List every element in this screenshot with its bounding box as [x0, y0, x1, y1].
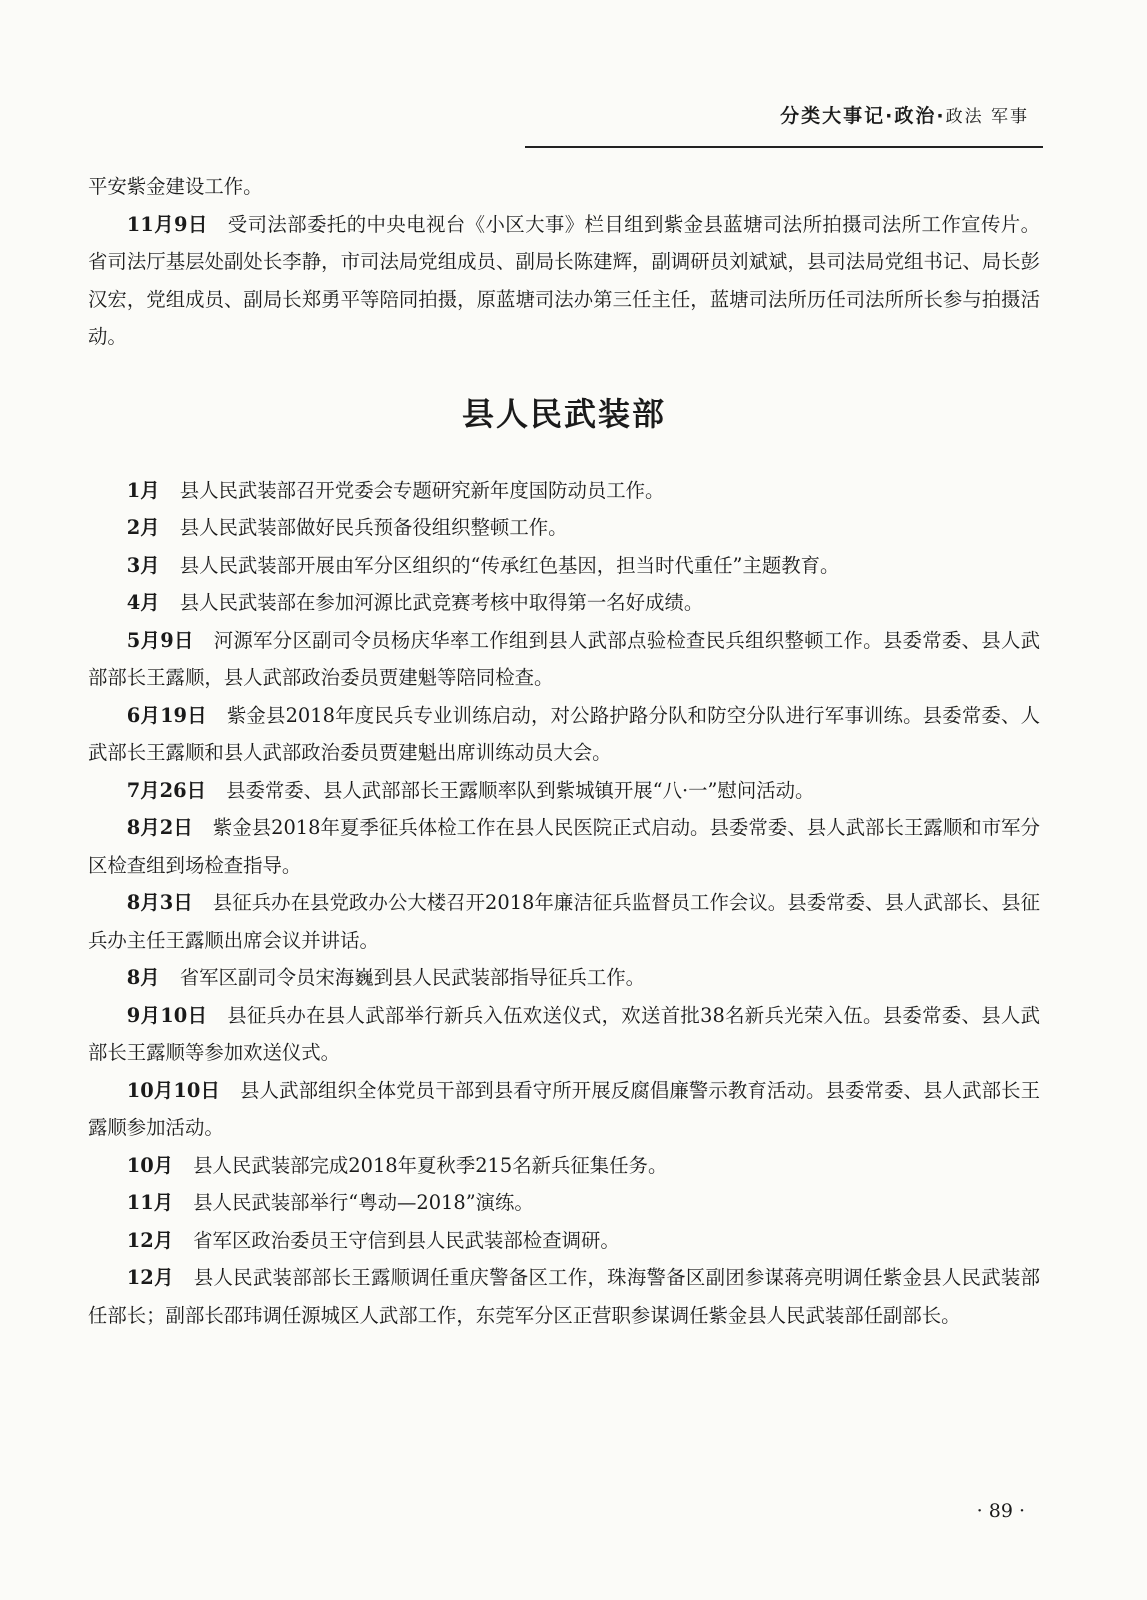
entry [88, 1222, 1040, 1260]
entry-date: 8月 [126, 966, 160, 989]
entry [88, 547, 1040, 585]
entry-date: 4月 [126, 591, 160, 614]
entry-text: 县人民武装部开展由军分区组织的“传承红色基因，担当时代重任”主题教育。 [179, 553, 840, 577]
section-title: 县人民武装部 [461, 394, 666, 433]
intro-entry [88, 206, 1040, 356]
entry-date: 12月 [126, 1266, 174, 1289]
entry [88, 884, 1040, 959]
entry-text: 河源军分区副司令员杨庆华率工作组到县人武部点验检查民兵组织整顿工作。县委常委、县人武部部长王露顺，县人武部政治委员贾建魁等陪同检查。 [88, 628, 1041, 689]
entry-text: 省军区政治委员王守信到县人民武装部检查调研。 [193, 1228, 620, 1252]
entry-date: 5月9日 [126, 628, 194, 652]
entry [88, 1072, 1040, 1147]
entry [88, 697, 1040, 772]
entry-date: 10月 [126, 1153, 174, 1177]
continuation-paragraph: 平安紫金建设工作。 [88, 175, 263, 198]
entry [88, 772, 1040, 810]
entry-date: 2月 [126, 516, 160, 539]
entry-text: 县人民武装部部长王露顺调任重庆警备区工作，珠海警备区副团参谋蒋亮明调任紫金县人民武装部任部长；副部长邵玮调任源城区人武部工作，东莞军分区正营职参谋调任紫金县人民武装部任副部长。 [88, 1266, 1040, 1327]
entry [88, 622, 1040, 697]
page-number: · 89 · [976, 1500, 1025, 1522]
running-head [780, 101, 1029, 128]
entry-text: 县征兵办在县人武部举行新兵入伍欢送仪式，欢送首批38名新兵光荣入伍。县委常委、县人武部长王露顺等参加欢送仪式。 [88, 1003, 1040, 1064]
running-head-sub: 政法 军事 [945, 107, 1029, 127]
entry-date: 11月9日 [126, 212, 208, 236]
header-rule [525, 146, 1043, 148]
entry [88, 1259, 1040, 1334]
entry-text: 县人民武装部在参加河源比武竞赛考核中取得第一名好成绩。 [179, 591, 704, 614]
entry-date: 8月3日 [126, 891, 193, 914]
entry-list [88, 472, 1040, 1335]
entry-date: 6月19日 [126, 703, 207, 727]
entry-date: 10月10日 [126, 1078, 221, 1102]
entry-text: 县人民武装部做好民兵预备役组织整顿工作。 [179, 516, 568, 539]
entry-text: 受司法部委托的中央电视台《小区大事》栏目组到紫金县蓝塘司法所拍摄司法所工作宣传片。省司法厅基层处副处长李静，市司法局党组成员、副局长陈建辉，副调研员刘斌斌，县司法局党组书记、局长彭汉宏，党组成员、副局长郑勇平等陪同拍摄，原蓝塘司法办第三任主任，蓝塘司法所历任司法所所长参与拍摄活动。 [88, 212, 1040, 348]
entry-text: 县人民武装部举行“粤动—2018”演练。 [193, 1191, 534, 1214]
entry-text: 县人民武装部召开党委会专题研究新年度国防动员工作。 [179, 478, 665, 502]
entry-text: 紫金县2018年夏季征兵体检工作在县人民医院正式启动。县委常委、县人武部长王露顺和市军分区检查组到场检查指导。 [88, 816, 1040, 877]
entry [88, 1184, 1040, 1222]
entry-date: 12月 [126, 1228, 174, 1252]
page-body [88, 168, 1040, 1334]
entry [88, 997, 1040, 1072]
running-head-main: 分类大事记·政治· [780, 105, 946, 127]
entry-text: 县人武部组织全体党员干部到县看守所开展反腐倡廉警示教育活动。县委常委、县人武部长王露顺参加活动。 [88, 1078, 1041, 1139]
entry [88, 1147, 1040, 1185]
entry-text: 县人民武装部完成2018年夏秋季215名新兵征集任务。 [193, 1153, 668, 1177]
entry-text: 县征兵办在县党政办公大楼召开2018年廉洁征兵监督员工作会议。县委常委、县人武部长、县征兵办主任王露顺出席会议并讲话。 [88, 891, 1040, 952]
entry-date: 7月26日 [126, 778, 207, 802]
entry-date: 11月 [126, 1191, 174, 1214]
entry-date: 3月 [126, 553, 160, 577]
entry-text: 省军区副司令员宋海巍到县人民武装部指导征兵工作。 [179, 966, 646, 989]
entry-date: 1月 [126, 478, 160, 502]
entry-date: 9月10日 [126, 1003, 208, 1027]
entry-date: 8月2日 [126, 816, 193, 839]
entry [88, 959, 1040, 997]
entry-text: 紫金县2018年度民兵专业训练启动，对公路护路分队和防空分队进行军事训练。县委常委、人武部长王露顺和县人武部政治委员贾建魁出席训练动员大会。 [88, 703, 1040, 764]
entry [88, 809, 1040, 884]
entry-text: 县委常委、县人武部部长王露顺率队到紫城镇开展“八·一”慰问活动。 [226, 778, 815, 802]
entry [88, 584, 1040, 622]
entry [88, 509, 1040, 547]
entry [88, 472, 1040, 510]
